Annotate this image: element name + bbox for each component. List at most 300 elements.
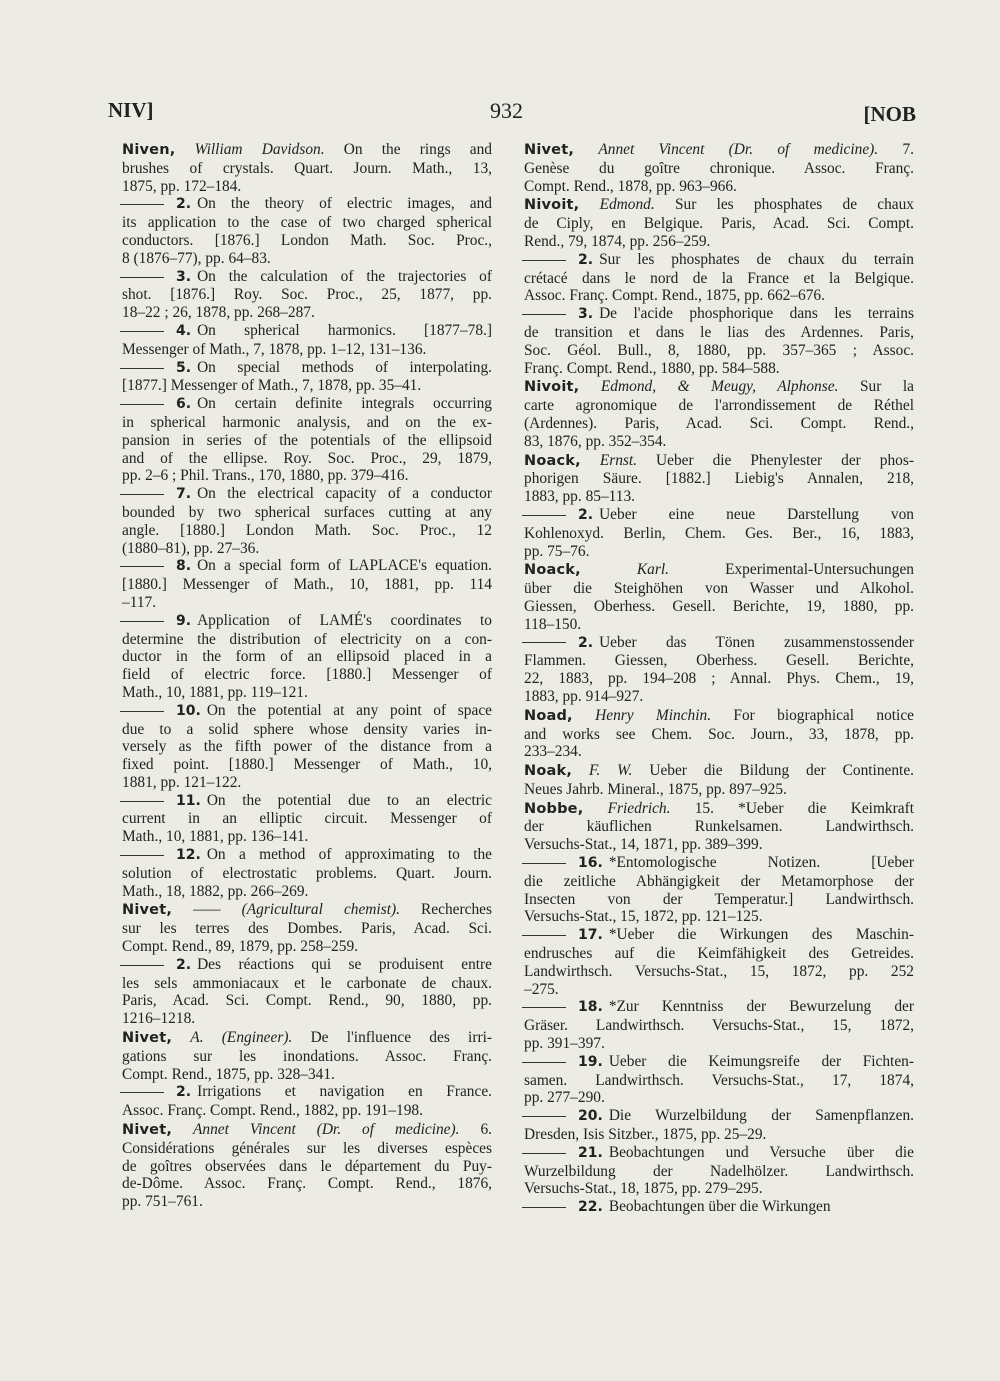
entry-line xyxy=(524,1035,914,1053)
entry-text: 8 (1876–77), pp. 64–83. xyxy=(122,249,271,267)
entry-line xyxy=(122,467,492,485)
entry-number: 19. xyxy=(578,1053,603,1070)
entry-text: On the calculation of the trajectories of xyxy=(197,267,492,285)
entry-text: Dresden, Isis Sitzber., 1875, pp. 25–29. xyxy=(524,1126,767,1144)
entry-text: de transition et dans le lias des Ardennes. Paris, xyxy=(524,323,914,341)
ditto-dash xyxy=(522,260,566,261)
entry-text: solution of electrostatic problems. Quart. Journ. xyxy=(122,864,492,882)
author-given-name: F. W. xyxy=(588,762,633,780)
entry-line xyxy=(524,141,914,160)
entry-line xyxy=(122,395,492,414)
entry-line xyxy=(122,1121,492,1140)
entry-text: Giessen, Oberhess. Gesell. Berichte, 19, 1880, pp. xyxy=(524,597,914,615)
entry-text: field of electric force. [1880.] Messenger of xyxy=(122,666,492,684)
entry-line xyxy=(524,743,914,761)
author-given-name: Henry Minchin. xyxy=(595,706,712,724)
entry-line xyxy=(122,1065,492,1084)
entry-number: 2. xyxy=(176,196,192,213)
entry-text: Wurzelbildung der Nadelhölzer. Landwirthsch. xyxy=(524,1162,914,1180)
entry-text: 1881, pp. 121–122. xyxy=(122,773,242,791)
entry-line xyxy=(524,1053,914,1072)
entry-number: 17. xyxy=(578,927,603,944)
entry-line xyxy=(122,721,492,739)
entry-text: Versuchs-Stat., 14, 1871, pp. 389–399. xyxy=(524,836,763,854)
entry-line xyxy=(524,488,914,506)
entry-text: Sur les phosphates de chaux xyxy=(674,196,914,214)
entry-text: fixed point. [1880.] Messenger of Math., 10, xyxy=(122,756,492,774)
entry-text: 233–234. xyxy=(524,743,582,761)
catalogue-entry xyxy=(524,452,914,506)
entry-text: determine the distribution of electricity on a con- xyxy=(122,630,492,648)
ditto-dash xyxy=(522,935,566,936)
entry-line xyxy=(122,1102,492,1120)
catalogue-entry xyxy=(524,707,914,761)
sub-entry xyxy=(122,846,492,900)
entry-text: angle. [1880.] London Math. Soc. Proc., 12 xyxy=(122,521,492,539)
author-surname: Noack, xyxy=(524,452,581,469)
author-surname: Nivet, xyxy=(524,142,575,158)
entry-line xyxy=(122,322,492,341)
entry-text: Sur les phosphates de chaux du terrain xyxy=(599,250,914,268)
entry-text: Math., 10, 1881, pp. 119–121. xyxy=(122,683,308,701)
entry-line xyxy=(122,631,492,649)
author-surname: Noack, xyxy=(524,562,581,579)
entry-line xyxy=(122,141,492,160)
entry-number: 16. xyxy=(578,855,603,872)
author-given-name: Edmond. xyxy=(599,196,655,214)
entry-number: 11. xyxy=(176,792,201,809)
entry-text: Insecten von der Temperatur.] Landwirthsch. xyxy=(524,890,914,908)
sub-entry xyxy=(122,359,492,396)
entry-line xyxy=(122,975,492,993)
entry-text: On the rings and xyxy=(343,141,492,158)
entry-text: –117. xyxy=(122,593,157,611)
entry-text: *Zur Kenntniss der Bewurzelung der xyxy=(608,998,914,1016)
author-surname: Nivet, xyxy=(122,1030,173,1047)
entry-text: sur les terres des Dombes. Paris, Acad. Sci. xyxy=(122,920,492,938)
running-head-left: NIV] xyxy=(108,98,154,122)
sub-entry xyxy=(122,395,492,485)
entry-line xyxy=(122,341,492,359)
ditto-dash xyxy=(522,515,566,516)
entry-line xyxy=(524,873,914,891)
entry-text: Compt. Rend., 1878, pp. 963–966. xyxy=(524,177,737,195)
entry-line xyxy=(524,1017,914,1035)
entry-line xyxy=(524,926,914,945)
ditto-dash xyxy=(120,801,164,802)
entry-line xyxy=(524,1089,914,1107)
entry-line xyxy=(122,666,492,684)
entry-text: [1880.] Messenger of Math., 10, 1881, pp. 114 xyxy=(122,576,492,594)
entry-line xyxy=(524,1180,914,1198)
catalogue-entry xyxy=(524,762,914,799)
entry-line xyxy=(524,1072,914,1090)
sub-entry xyxy=(524,1107,914,1144)
entry-line xyxy=(524,432,914,451)
entry-line xyxy=(524,196,914,215)
entry-text: 22, 1883, pp. 194–208 ; Annal. Phys. Chem., 19, xyxy=(524,670,914,688)
entry-line xyxy=(524,470,914,488)
entry-text: Versuchs-Stat., 18, 1875, pp. 279–295. xyxy=(524,1180,763,1198)
entry-line xyxy=(524,324,914,342)
entry-line xyxy=(524,725,914,744)
entry-line xyxy=(524,670,914,688)
entry-line xyxy=(524,981,914,999)
entry-line xyxy=(122,648,492,666)
entry-line xyxy=(524,706,914,726)
sub-entry xyxy=(524,1144,914,1198)
right-column xyxy=(524,140,914,1217)
ditto-dash xyxy=(522,1153,566,1154)
entry-text: shot. [1876.] Roy. Soc. Proc., 25, 1877, pp. xyxy=(122,286,492,304)
entry-line xyxy=(122,920,492,938)
entry-line xyxy=(122,268,492,287)
entry-line xyxy=(122,540,492,558)
sub-entry xyxy=(122,1083,492,1120)
ditto-dash xyxy=(522,314,566,315)
entry-line xyxy=(122,846,492,865)
entry-line xyxy=(122,214,492,232)
running-head xyxy=(108,98,916,128)
catalogue-entry xyxy=(524,561,914,633)
entry-text: Math., 18, 1882, pp. 266–269. xyxy=(122,882,309,900)
ditto-dash xyxy=(120,404,164,405)
entry-line xyxy=(122,286,492,304)
author-surname: Nivoit, xyxy=(524,379,580,396)
entry-line xyxy=(122,522,492,540)
entry-text: crétacé dans le nord de la France et la Belgique. xyxy=(524,269,914,287)
entry-line xyxy=(524,998,914,1017)
entry-number: 6. xyxy=(176,396,192,413)
entry-text: On a method of approximating to the xyxy=(206,846,492,864)
entry-text: Irrigations et navigation en France. xyxy=(197,1083,492,1101)
entry-number: 2. xyxy=(578,634,594,651)
entry-text: current in an elliptic circuit. Messenger of xyxy=(122,810,492,828)
author-surname: Nobbe, xyxy=(524,800,584,817)
entry-text: Paris, Acad. Sci. Compt. Rend., 90, 1880, pp. xyxy=(122,992,492,1010)
catalogue-entry xyxy=(524,196,914,250)
entry-line xyxy=(122,504,492,522)
entry-line xyxy=(122,956,492,975)
sub-entry xyxy=(122,557,492,611)
entry-text: For biographical notice xyxy=(733,706,914,724)
entry-text: Des réactions qui se produisent entre xyxy=(197,955,492,973)
entry-text: 6. xyxy=(480,1121,492,1139)
entry-line xyxy=(122,159,492,178)
author-given-name: Annet Vincent (Dr. of medicine). xyxy=(598,141,879,158)
entry-line xyxy=(524,159,914,178)
sub-entry xyxy=(122,485,492,557)
entry-text: On the electrical capacity of a conductor xyxy=(197,485,492,503)
entry-line xyxy=(524,1107,914,1126)
entry-line xyxy=(122,1157,492,1176)
entry-number: 5. xyxy=(176,359,192,376)
sub-entry xyxy=(122,792,492,846)
entry-line xyxy=(524,780,914,799)
entry-line xyxy=(524,908,914,926)
author-given-name: Karl. xyxy=(636,561,669,579)
entry-text: Beobachtungen über die Wirkungen xyxy=(608,1198,831,1216)
entry-text: due to a solid sphere whose density varies in- xyxy=(122,720,492,738)
entry-text: die zeitliche Abhängigkeit der Metamorphose der xyxy=(524,872,914,890)
entry-text: (1880–81), pp. 27–36. xyxy=(122,539,260,557)
author-given-name: William Davidson. xyxy=(194,141,325,158)
ditto-dash xyxy=(120,1092,164,1093)
entry-text: On special methods of interpolating. xyxy=(197,358,492,376)
entry-line xyxy=(122,865,492,883)
entry-line xyxy=(524,634,914,653)
catalogue-entry xyxy=(524,141,914,195)
entry-line xyxy=(122,883,492,901)
entry-text: *Entomologische Notizen. [Ueber xyxy=(608,854,914,872)
sub-entry xyxy=(122,322,492,359)
entry-line xyxy=(122,1175,492,1193)
entry-line xyxy=(524,762,914,781)
entry-text: 83, 1876, pp. 352–354. xyxy=(524,432,667,450)
author-given-name: Edmond, & Meugy, Alphonse. xyxy=(600,378,839,396)
entry-text: Rend., 79, 1874, pp. 256–259. xyxy=(524,232,711,250)
entry-text: 18–22 ; 26, 1878, pp. 268–287. xyxy=(122,304,315,322)
entry-text: 1216–1218. xyxy=(122,1010,196,1028)
entry-line xyxy=(122,359,492,378)
entry-text: ductor in the form of an ellipsoid placed in a xyxy=(122,648,492,666)
author-given-name: —— (Agricultural chemist). xyxy=(193,901,400,919)
entry-number: 10. xyxy=(176,702,201,719)
entry-text: les sels ammoniacaux et le carbonate de chaux. xyxy=(122,974,492,992)
entry-line xyxy=(524,854,914,873)
entry-text: pp. 2–6 ; Phil. Trans., 170, 1880, pp. 379–416. xyxy=(122,467,409,485)
entry-text: de goîtres observées dans le département du Puy- xyxy=(122,1157,492,1175)
author-surname: Nivet, xyxy=(122,902,173,919)
entry-line xyxy=(122,901,492,920)
ditto-dash xyxy=(120,331,164,332)
entry-line xyxy=(524,836,914,854)
entry-line xyxy=(524,414,914,433)
entry-line xyxy=(122,1010,492,1028)
ditto-dash xyxy=(120,965,164,966)
entry-line xyxy=(524,177,914,196)
ditto-dash xyxy=(522,1207,566,1208)
entry-text: endrusches auf die Keimfähigkeit des Getreides. xyxy=(524,945,914,963)
entry-number: 8. xyxy=(176,558,192,575)
entry-text: pp. 391–397. xyxy=(524,1035,605,1053)
entry-number: 2. xyxy=(176,1084,192,1101)
entry-text: its application to the case of two charged spherical xyxy=(122,214,492,232)
entry-line xyxy=(122,432,492,450)
entry-line xyxy=(122,828,492,846)
entry-text: On the potential at any point of space xyxy=(206,701,492,719)
entry-text: Genèse du goître chronique. Assoc. Franç. xyxy=(524,159,914,177)
entry-line xyxy=(122,684,492,702)
ditto-dash xyxy=(120,855,164,856)
entry-text: phorigen Säure. [1882.] Liebig's Annalen, 218, xyxy=(524,470,914,488)
entry-text: Sur la xyxy=(859,378,914,396)
entry-number: 12. xyxy=(176,847,201,864)
entry-text: versely as the fifth power of the distance from a xyxy=(122,738,492,756)
entry-line xyxy=(524,1144,914,1163)
author-given-name: A. (Engineer). xyxy=(190,1029,293,1047)
entry-line xyxy=(122,557,492,576)
sub-entry xyxy=(524,305,914,377)
author-surname: Noak, xyxy=(524,763,573,780)
entry-text: *Ueber die Wirkungen des Maschin- xyxy=(608,926,914,944)
entry-line xyxy=(122,938,492,956)
ditto-dash xyxy=(120,711,164,712)
entry-line xyxy=(524,561,914,580)
sub-entry xyxy=(122,702,492,792)
entry-text: 15. *Ueber die Keimkraft xyxy=(694,799,914,817)
entry-text: Considérations générales sur les diverses espèces xyxy=(122,1139,492,1157)
entry-text: Neues Jahrb. Mineral., 1875, pp. 897–925. xyxy=(524,780,787,798)
entry-text: in spherical harmonic analysis, and on the ex- xyxy=(122,413,492,431)
entry-line xyxy=(122,1139,492,1158)
ditto-dash xyxy=(120,204,164,205)
entry-line xyxy=(524,506,914,525)
author-given-name: Friedrich. xyxy=(607,799,671,817)
author-given-name: Annet Vincent (Dr. of medicine). xyxy=(193,1121,460,1139)
entry-line xyxy=(122,612,492,631)
entry-text: Ueber die Bildung der Continente. xyxy=(649,762,914,780)
entry-text: De l'acide phosphorique dans les terrains xyxy=(599,305,914,323)
entry-text: brushes of crystals. Quart. Journ. Math., 13, xyxy=(122,159,492,177)
entry-number: 3. xyxy=(578,306,594,323)
entry-line xyxy=(122,250,492,268)
author-surname: Niven, xyxy=(122,142,176,158)
entry-line xyxy=(524,451,914,471)
entry-line xyxy=(524,378,914,397)
entry-line xyxy=(524,615,914,634)
entry-line xyxy=(122,177,492,196)
entry-line xyxy=(122,1047,492,1066)
entry-line xyxy=(524,397,914,415)
entry-line xyxy=(524,305,914,324)
entry-line xyxy=(524,287,914,305)
author-surname: Nivet, xyxy=(122,1122,173,1139)
entry-line xyxy=(122,756,492,774)
entry-text: bounded by two spherical surfaces cutting at any xyxy=(122,503,492,521)
entry-line xyxy=(524,342,914,360)
entry-line xyxy=(122,232,492,250)
entry-line xyxy=(524,818,914,836)
entry-line xyxy=(524,963,914,981)
entry-text: Messenger of Math., 7, 1878, pp. 1–12, 131–136. xyxy=(122,340,427,358)
entry-text: Assoc. Franç. Compt. Rend., 1875, pp. 662–676. xyxy=(524,287,825,305)
entry-text: Ueber die Keimungsreife der Fichten- xyxy=(608,1052,914,1070)
entry-text: and works see Chem. Soc. Journ., 33, 1878, pp. xyxy=(524,725,914,743)
entry-text: Experimental-Untersuchungen xyxy=(725,561,914,579)
entry-line xyxy=(122,774,492,792)
entry-text: gations sur les inondations. Assoc. Franç. xyxy=(122,1047,492,1065)
entry-line xyxy=(122,1083,492,1102)
entry-text: conductors. [1876.] London Math. Soc. Proc., xyxy=(122,231,492,249)
entry-text: 1883, pp. 85–113. xyxy=(524,488,636,506)
entry-text: Ueber die Phenylester der phos- xyxy=(656,451,914,469)
entry-text: pansion in series of the potentials of the ellipsoid xyxy=(122,431,492,449)
ditto-dash xyxy=(522,863,566,864)
entry-text: Versuchs-Stat., 15, 1872, pp. 121–125. xyxy=(524,908,763,926)
entry-line xyxy=(524,580,914,598)
entry-text: On the potential due to an electric xyxy=(206,791,492,809)
entry-text: On a special form of LAPLACE's equation. xyxy=(197,557,492,575)
entry-line xyxy=(524,688,914,706)
entry-line xyxy=(524,1198,914,1217)
entry-number: 7. xyxy=(176,486,192,503)
sub-entry xyxy=(524,251,914,305)
entry-text: Assoc. Franç. Compt. Rend., 1882, pp. 191–198. xyxy=(122,1102,423,1120)
entry-text: pp. 75–76. xyxy=(524,542,590,560)
entry-text: Compt. Rend., 89, 1879, pp. 258–259. xyxy=(122,938,358,956)
entry-text: Beobachtungen und Versuche über die xyxy=(608,1143,914,1161)
catalogue-entry xyxy=(122,1029,492,1083)
sub-entry xyxy=(122,268,492,322)
ditto-dash xyxy=(120,494,164,495)
entry-text: On spherical harmonics. [1877–78.] xyxy=(197,321,492,339)
entry-line xyxy=(122,377,492,395)
entry-text: De l'influence des irri- xyxy=(310,1029,492,1047)
entry-line xyxy=(524,652,914,670)
entry-line xyxy=(524,251,914,270)
sub-entry xyxy=(122,956,492,1028)
entry-text: Application of LAMÉ's coordinates to xyxy=(197,611,492,629)
entry-text: (Ardennes). Paris, Acad. Sci. Compt. Rend., xyxy=(524,414,914,432)
catalogue-entry xyxy=(122,1121,492,1211)
entry-text: Math., 10, 1881, pp. 136–141. xyxy=(122,828,309,846)
entry-text: samen. Landwirthsch. Versuchs-Stat., 17, 1874, xyxy=(524,1071,914,1089)
entry-text: de-Dôme. Assoc. Franç. Compt. Rend., 1876, xyxy=(122,1175,492,1193)
sub-entry xyxy=(122,612,492,702)
ditto-dash xyxy=(120,368,164,369)
entry-text: pp. 277–290. xyxy=(524,1089,605,1107)
entry-line xyxy=(122,738,492,756)
author-surname: Nivoit, xyxy=(524,197,580,214)
entry-text: über die Steighöhen von Wasser und Alkohol. xyxy=(524,580,914,598)
entry-line xyxy=(524,597,914,616)
entry-line xyxy=(524,543,914,561)
ditto-dash xyxy=(522,1007,566,1008)
entry-line xyxy=(122,450,492,468)
entry-line xyxy=(122,195,492,214)
ditto-dash xyxy=(120,621,164,622)
catalogue-entry xyxy=(122,141,492,195)
entry-number: 2. xyxy=(176,956,192,973)
entry-text: 7. xyxy=(902,141,914,158)
entry-text: carte agronomique de l'arrondissement de Réthel xyxy=(524,397,914,415)
entry-number: 20. xyxy=(578,1108,603,1125)
entry-text: Soc. Géol. Bull., 8, 1880, pp. 357–365 ; Assoc. xyxy=(524,341,914,359)
entry-line xyxy=(524,891,914,909)
entry-line xyxy=(122,792,492,811)
entry-text: Die Wurzelbildung der Samenpflanzen. xyxy=(608,1107,914,1125)
entry-line xyxy=(122,304,492,322)
author-given-name: Ernst. xyxy=(599,451,638,469)
sub-entry xyxy=(524,998,914,1052)
entry-number: 2. xyxy=(578,506,594,523)
sub-entry xyxy=(524,634,914,706)
entry-line xyxy=(524,945,914,963)
catalogue-entry xyxy=(524,800,914,854)
entry-text: pp. 751–761. xyxy=(122,1193,203,1211)
sub-entry xyxy=(524,506,914,560)
entry-line xyxy=(122,702,492,721)
entry-text: On certain definite integrals occurring xyxy=(197,395,492,413)
entry-text: Ueber das Tönen zusammenstossender xyxy=(599,633,914,651)
sub-entry xyxy=(524,1053,914,1107)
entry-number: 22. xyxy=(578,1199,603,1216)
entry-line xyxy=(122,810,492,828)
entry-line xyxy=(122,992,492,1010)
entry-text: Gräser. Landwirthsch. Versuchs-Stat., 15, 1872, xyxy=(524,1017,914,1035)
sub-entry xyxy=(524,1198,914,1217)
